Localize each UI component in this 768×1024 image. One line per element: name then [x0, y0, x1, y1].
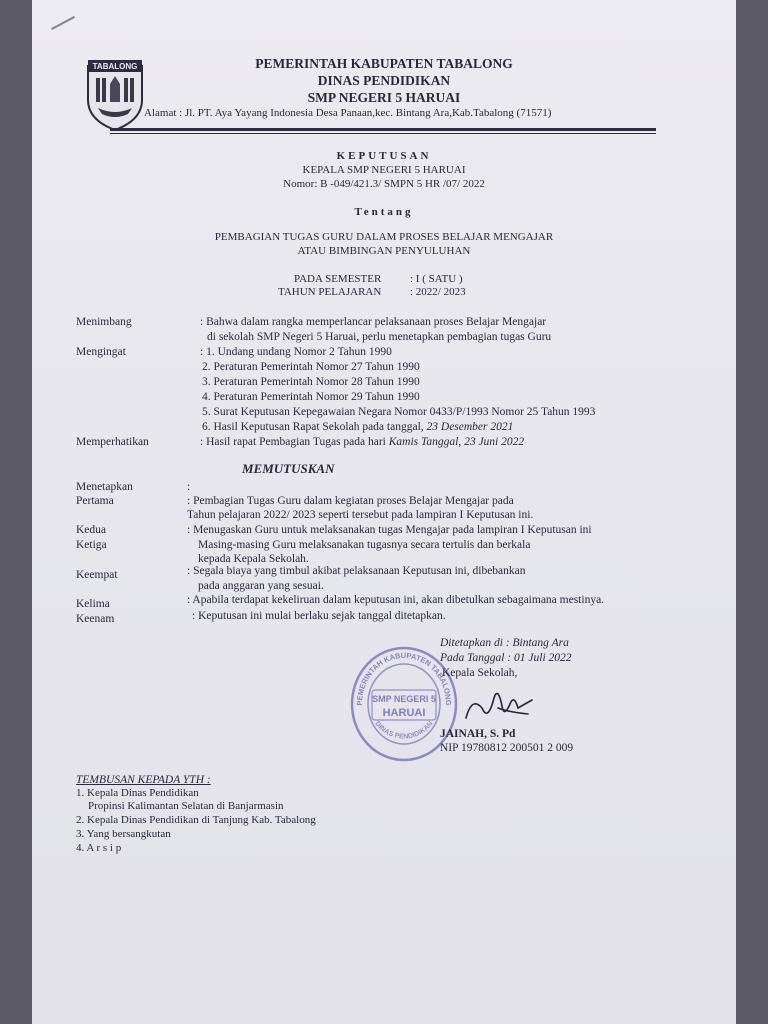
third-label: Ketiga — [76, 539, 107, 551]
stamp-line-2: HARUAI — [382, 707, 426, 719]
recalling-item: 3. Peraturan Pemerintah Nomor 28 Tahun 1990 — [202, 376, 420, 388]
noting-date: Kamis Tanggal, 23 Juni 2022 — [388, 436, 525, 448]
recalling-item-6-text: 6. Hasil Keputusan Rapat Sekolah pada tanggal, — [202, 421, 427, 433]
stipulating-colon: : — [187, 481, 191, 493]
fifth-line-1: : Apabila terdapat kekeliruan dalam keputusan ini, akan dibetulkan sebagaimana mestinya. — [187, 594, 605, 606]
header-rule-thick — [110, 128, 656, 131]
header-address: Alamat : Jl. PT. Aya Yayang Indonesia Desa Panaan,kec. Bintang Ara,Kab.Tabalong (71571) — [144, 107, 552, 119]
decree-title: KEPUTUSAN — [336, 150, 432, 162]
second-label: Kedua — [76, 524, 107, 536]
decree-number: Nomor: B -049/421.3/ SMPN 5 HR /07/ 2022 — [283, 178, 485, 190]
copies-item: 2. Kepala Dinas Pendidikan di Tanjung Kab. Tabalong — [76, 814, 316, 826]
noting-text: : Hasil rapat Pembagian Tugas pada hari — [200, 436, 389, 448]
pencil-mark — [51, 16, 75, 30]
recalling-item: 4. Peraturan Pemerintah Nomor 29 Tahun 1990 — [202, 391, 420, 403]
first-line-1: : Pembagian Tugas Guru dalam kegiatan proses Belajar Mengajar pada — [187, 495, 514, 507]
copies-item: Propinsi Kalimantan Selatan di Banjarmasin — [88, 800, 284, 812]
signature-name: JAINAH, S. Pd — [440, 728, 516, 740]
signature-place: Ditetapkan di : Bintang Ara — [440, 637, 569, 649]
fourth-label: Keempat — [76, 569, 118, 581]
considering-line-2: di sekolah SMP Negeri 5 Haruai, perlu menetapkan pembagian tugas Guru — [207, 331, 552, 343]
svg-text:DINAS PENDIDIKAN — [373, 720, 434, 740]
sixth-line-1: : Keputusan ini mulai berlaku sejak tanggal ditetapkan. — [192, 610, 446, 622]
signature-position: Kepala Sekolah, — [442, 667, 518, 679]
second-line-1: : Menugaskan Guru untuk melaksanakan tugas Mengajar pada lampiran I Keputusan ini — [187, 524, 592, 536]
decree-about: Tentang — [354, 206, 414, 218]
signature-nip: NIP 19780812 200501 2 009 — [440, 742, 574, 754]
header-government: PEMERINTAH KABUPATEN TABALONG — [255, 56, 513, 71]
header-agency: DINAS PENDIDIKAN — [317, 73, 451, 88]
copies-item: 1. Kepala Dinas Pendidikan — [76, 787, 199, 799]
stipulating-label: Menetapkan — [76, 481, 133, 493]
recalling-label: Mengingat — [76, 346, 126, 358]
copies-item: 3. Yang bersangkutan — [76, 828, 171, 840]
decree-subject-2: ATAU BIMBINGAN PENYULUHAN — [297, 245, 471, 257]
document-page — [32, 0, 736, 1024]
sixth-label: Keenam — [76, 613, 115, 625]
decree-subject-1: PEMBAGIAN TUGAS GURU DALAM PROSES BELAJAR MENGAJAR — [214, 231, 554, 243]
decide-heading: MEMUTUSKAN — [242, 461, 335, 476]
header-school: SMP NEGERI 5 HARUAI — [307, 90, 461, 105]
fourth-line-1: : Segala biaya yang timbul akibat pelaksanaan Keputusan ini, dibebankan — [187, 565, 526, 577]
recalling-item: 2. Peraturan Pemerintah Nomor 27 Tahun 1990 — [202, 361, 420, 373]
header-rule-thin — [110, 133, 656, 134]
semester-label: PADA SEMESTER — [294, 273, 382, 285]
semester-value: : I ( SATU ) — [410, 273, 463, 285]
considering-line-1: : Bahwa dalam rangka memperlancar pelaksanaan proses Belajar Mengajar — [200, 316, 547, 328]
year-value: : 2022/ 2023 — [410, 286, 466, 298]
recalling-item: : 1. Undang undang Nomor 2 Tahun 1990 — [200, 346, 392, 358]
noting-line — [200, 436, 524, 448]
logo-banner: TABALONG — [92, 62, 138, 71]
stamp-ring-text: PEMERINTAH KABUPATEN TABALONG — [354, 650, 454, 706]
noting-label: Memperhatikan — [76, 436, 149, 448]
signature-date: Pada Tanggal : 01 Juli 2022 — [440, 652, 572, 664]
year-label: TAHUN PELAJARAN — [278, 286, 382, 298]
decree-issuer: KEPALA SMP NEGERI 5 HARUAI — [302, 164, 466, 176]
recalling-item-6 — [202, 421, 513, 433]
copies-heading: TEMBUSAN KEPADA YTH : — [76, 774, 211, 786]
fifth-label: Kelima — [76, 598, 110, 610]
first-label: Pertama — [76, 495, 114, 507]
considering-label: Menimbang — [76, 316, 132, 328]
recalling-item: 5. Surat Keputusan Kepegawaian Negara Nomor 0433/P/1993 Nomor 25 Tahun 1993 — [202, 406, 596, 418]
first-line-2: Tahun pelajaran 2022/ 2023 seperti tersebut pada lampiran I Keputusan ini. — [187, 509, 534, 521]
recalling-item-6-date: 23 Desember 2021 — [426, 421, 514, 433]
copies-item: 4. A r s i p — [76, 842, 122, 854]
stamp-ring-bottom: DINAS PENDIDIKAN — [373, 720, 435, 741]
stamp-line-1: SMP NEGERI 5 — [372, 694, 436, 704]
third-line-2: kepada Kepala Sekolah. — [198, 553, 309, 565]
third-line-1: Masing-masing Guru melaksanakan tugasnya secara tertulis dan berkala — [198, 539, 531, 551]
fourth-line-2: pada anggaran yang sesuai. — [198, 580, 324, 592]
